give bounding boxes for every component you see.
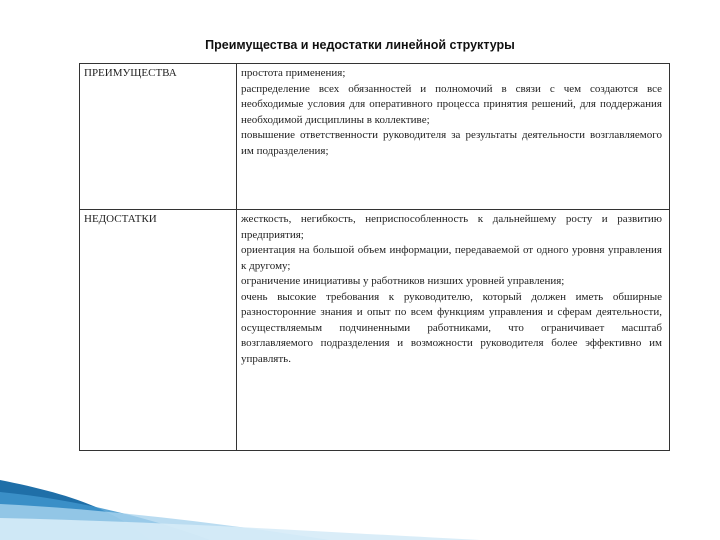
disadvantage-item: ориентация на большой объем информации, передаваемой от одного уровня управления к другому; (241, 244, 662, 272)
wave-light (0, 504, 330, 540)
disadvantages-content (237, 210, 670, 451)
disadvantages-label: НЕДОСТАТКИ (80, 210, 237, 451)
table-row-advantages (80, 64, 670, 210)
page-title: Преимущества и недостатки линейной структуры (205, 38, 515, 52)
advantages-content (237, 64, 670, 210)
wave-mid (0, 492, 210, 540)
advantage-item: распределение всех обязанностей и полномочий в связи с чем создаются все необходимые условия для оперативного процесса принятия решений, для поддержания необходимой дисциплины в коллективе; (241, 82, 662, 126)
comparison-table (79, 63, 670, 451)
corner-wave-decoration (0, 440, 720, 540)
advantage-item: простота применения; (241, 67, 346, 79)
advantages-label: ПРЕИМУЩЕСТВА (80, 64, 237, 210)
disadvantage-item: жесткость, негибкость, неприспособленность к дальнейшему росту и развитию предприятия; (241, 213, 662, 241)
wave-dark (0, 480, 150, 540)
disadvantage-item: ограничение инициативы у работников низших уровней управления; (241, 275, 565, 287)
disadvantage-item: очень высокие требования к руководителю, который должен иметь обширные разносторонние знания и опыт по всем функциям управления и сферам деятельности, осуществляемым подчиненными работниками, что ограничивает масштаб возглавляемого подразделения и возможности руководителя более эффективно им управлять. (241, 290, 662, 365)
wave-faint (0, 518, 480, 540)
table-row-disadvantages (80, 210, 670, 451)
advantage-item: повышение ответственности руководителя за результаты деятельности возглавляемого им подразделения; (241, 129, 662, 157)
